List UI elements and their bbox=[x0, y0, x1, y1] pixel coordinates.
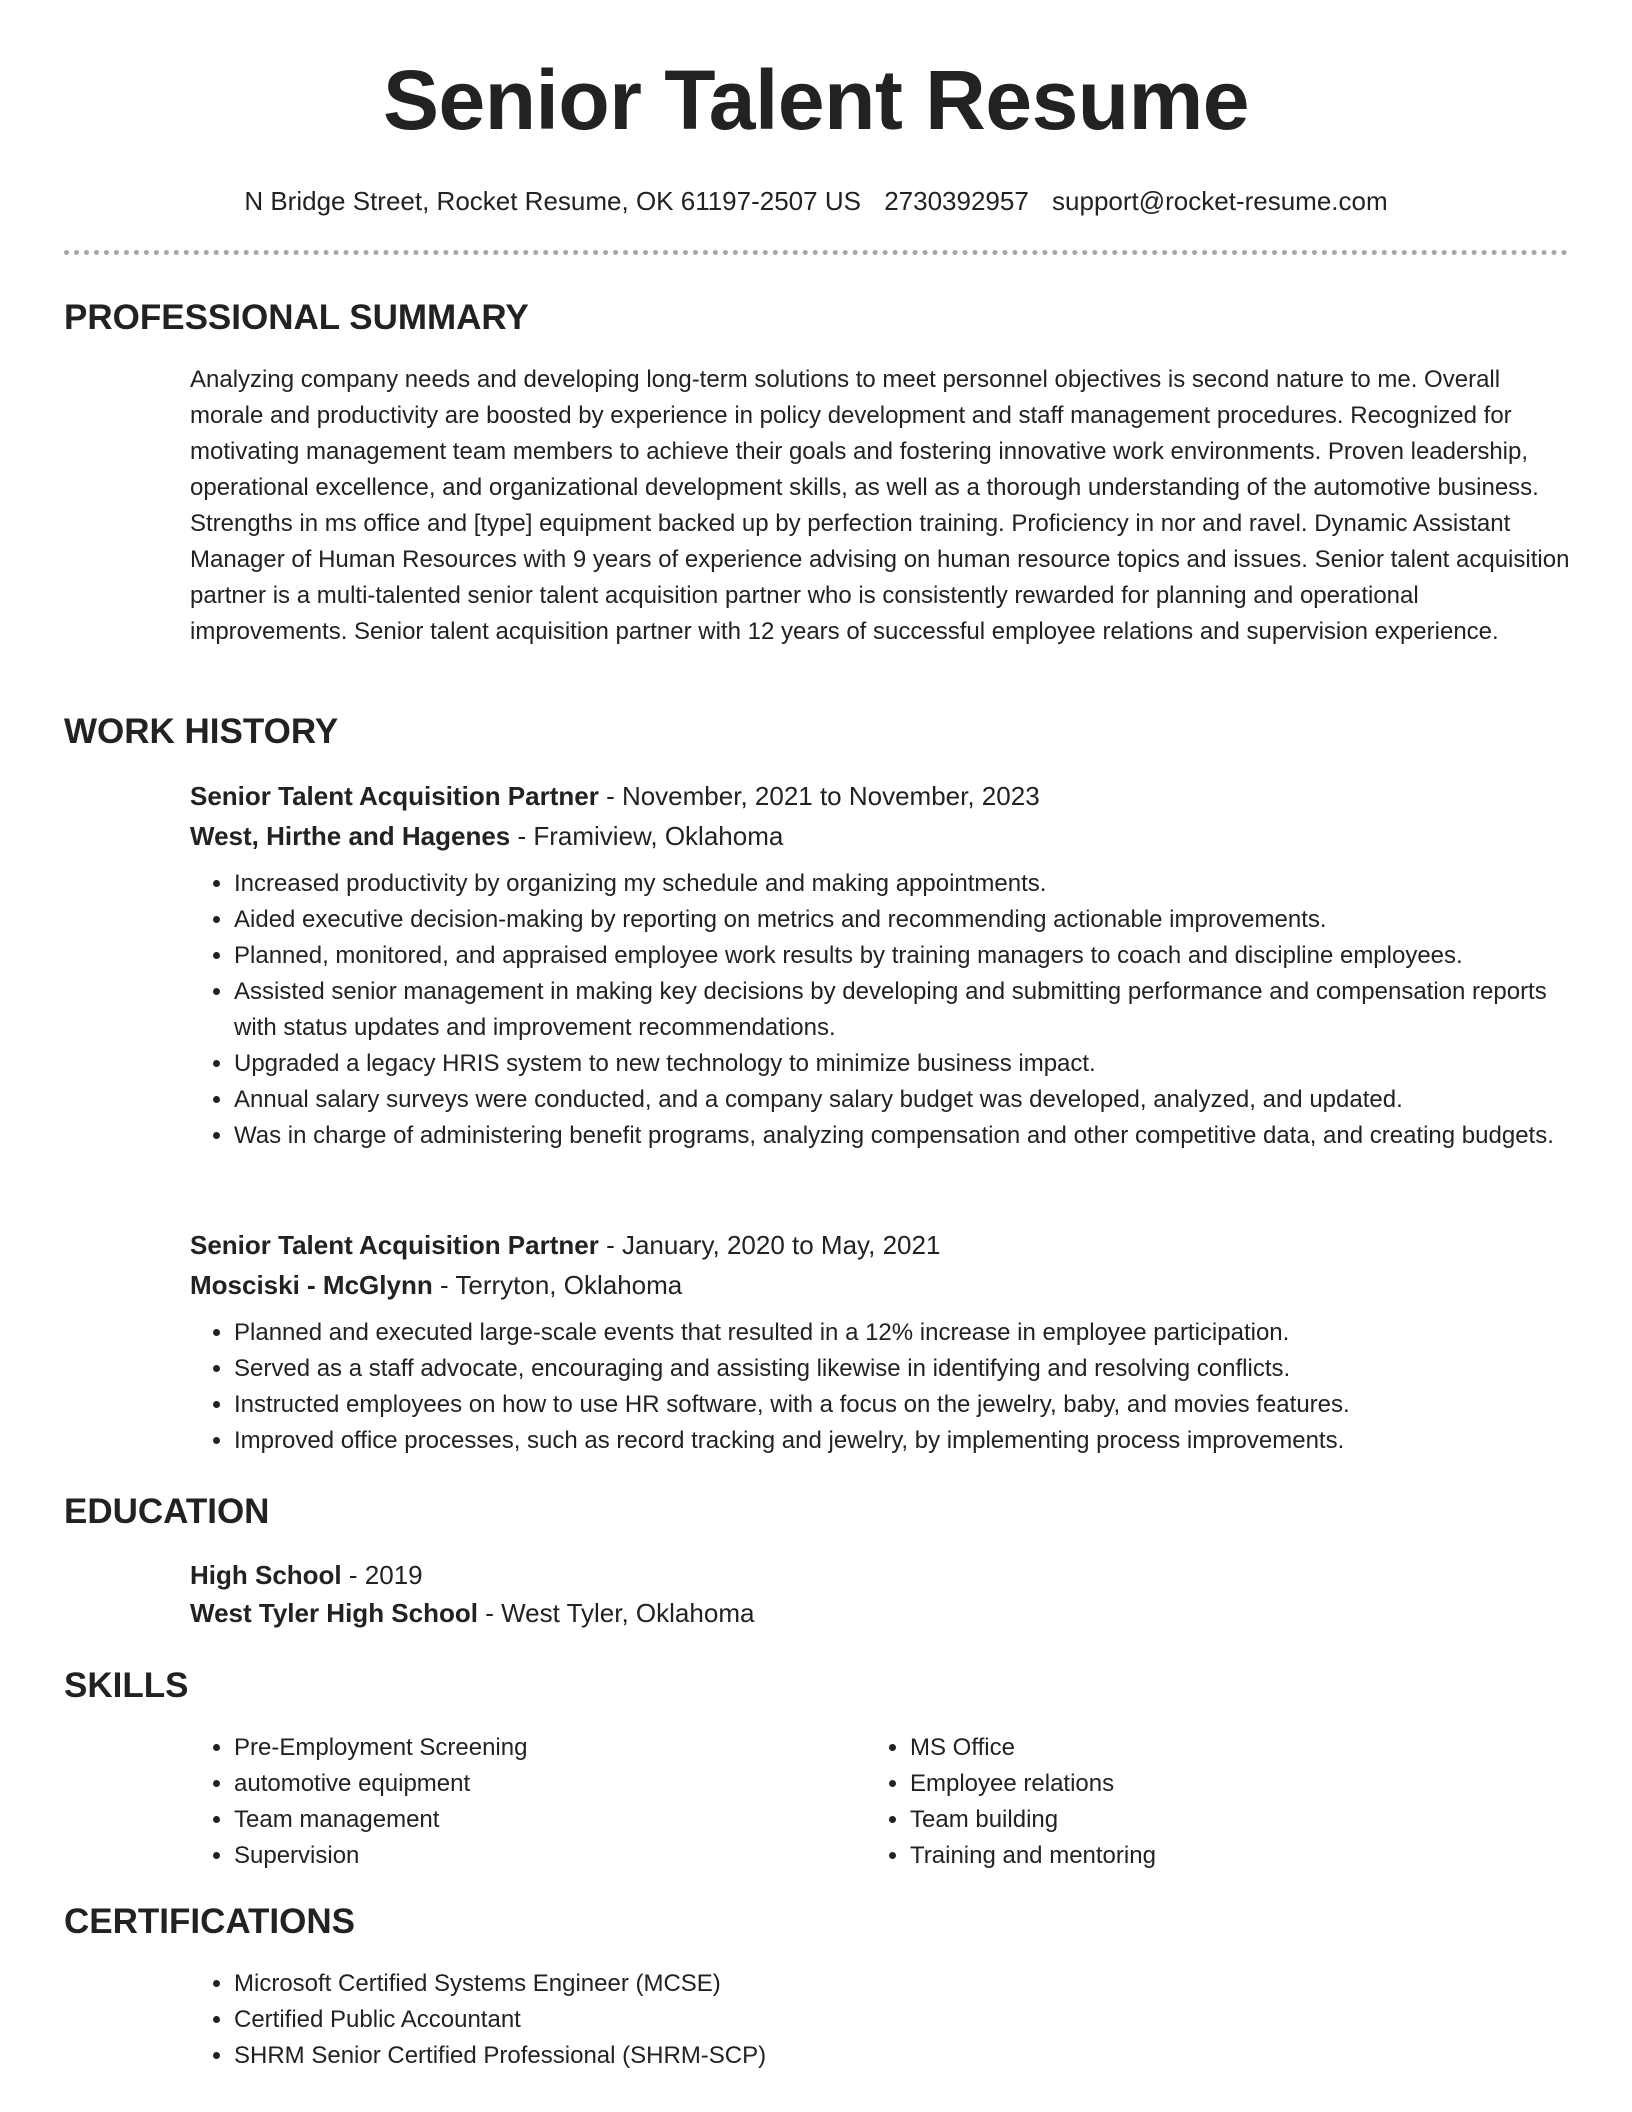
contact-phone: 2730392957 bbox=[884, 186, 1029, 216]
list-item: • Served as a staff advocate, encouraging and assisting likewise in identifying and resolving conflicts. bbox=[234, 1351, 1570, 1387]
job-entry bbox=[190, 776, 1570, 1154]
job-dates: - November, 2021 to November, 2023 bbox=[598, 781, 1040, 811]
section-title-education: EDUCATION bbox=[64, 1492, 270, 1531]
job-company-line bbox=[190, 1265, 1570, 1305]
list-item: • Increased productivity by organizing my schedule and making appointments. bbox=[234, 866, 1570, 902]
summary-section bbox=[190, 362, 1570, 650]
education-location: - West Tyler, Oklahoma bbox=[477, 1598, 755, 1628]
list-item: • MS Office bbox=[910, 1730, 1506, 1766]
certifications-list bbox=[190, 1966, 1570, 2074]
skills-list bbox=[190, 1730, 830, 1874]
contact-address: N Bridge Street, Rocket Resume, OK 61197-2507 US bbox=[244, 186, 861, 216]
job-title-line bbox=[190, 1225, 1570, 1265]
education-degree: High School bbox=[190, 1560, 342, 1590]
list-item: • automotive equipment bbox=[234, 1766, 830, 1802]
job-company-line bbox=[190, 816, 1570, 856]
education-entry bbox=[190, 1556, 1570, 1632]
education-school: West Tyler High School bbox=[190, 1598, 478, 1628]
certifications-section bbox=[190, 1966, 1570, 2074]
job-bullets bbox=[190, 866, 1570, 1154]
list-item: • Annual salary surveys were conducted, and a company salary budget was developed, analyzed, and updated. bbox=[234, 1082, 1570, 1118]
list-item: • Pre-Employment Screening bbox=[234, 1730, 830, 1766]
list-item: • Planned and executed large-scale events that resulted in a 12% increase in employee participation. bbox=[234, 1315, 1570, 1351]
list-item: • Improved office processes, such as record tracking and jewelry, by implementing process improvements. bbox=[234, 1423, 1570, 1459]
education-degree-line bbox=[190, 1556, 1570, 1594]
list-item: • Team building bbox=[910, 1802, 1506, 1838]
section-title-work: WORK HISTORY bbox=[64, 712, 339, 751]
list-item: • Planned, monitored, and appraised employee work results by training managers to coach and discipline employees. bbox=[234, 938, 1570, 974]
job-location: - Framiview, Oklahoma bbox=[510, 821, 784, 851]
list-item: • Upgraded a legacy HRIS system to new technology to minimize business impact. bbox=[234, 1046, 1570, 1082]
job-location: - Terryton, Oklahoma bbox=[432, 1270, 683, 1300]
list-item: • Training and mentoring bbox=[910, 1838, 1506, 1874]
resume-title: Senior Talent Resume bbox=[382, 53, 1249, 147]
list-item: • SHRM Senior Certified Professional (SHRM-SCP) bbox=[234, 2038, 1570, 2074]
list-item: • Microsoft Certified Systems Engineer (MCSE) bbox=[234, 1966, 1570, 2002]
job-dates: - January, 2020 to May, 2021 bbox=[598, 1230, 941, 1260]
list-item: • Instructed employees on how to use HR software, with a focus on the jewelry, baby, and movies features. bbox=[234, 1387, 1570, 1423]
skills-left-column bbox=[190, 1730, 830, 1874]
list-item: • Aided executive decision-making by reporting on metrics and recommending actionable improvements. bbox=[234, 902, 1570, 938]
job-company: West, Hirthe and Hagenes bbox=[190, 821, 511, 851]
job-title-line bbox=[190, 776, 1570, 816]
list-item: • Assisted senior management in making key decisions by developing and submitting performance and compensation reports with status updates and improvement recommendations. bbox=[234, 974, 1570, 1046]
job-position: Senior Talent Acquisition Partner bbox=[190, 781, 599, 811]
header-divider bbox=[64, 250, 1568, 255]
job-company: Mosciski - McGlynn bbox=[190, 1270, 433, 1300]
section-title-skills: SKILLS bbox=[64, 1666, 189, 1705]
summary-text: Analyzing company needs and developing long-term solutions to meet personnel objectives is second nature to me. Overall morale and productivity are boosted by experience in policy development and staff management procedures. Recognized for motivating management team members to achieve their goals and fostering innovative work environments. Proven leadership, operational excellence, and organizational development skills, as well as a thorough understanding of the automotive business. Strengths in ms office and [type] equipment backed up by perfection training. Proficiency in nor and ravel. Dynamic Assistant Manager of Human Resources with 9 years of experience advising on human resource topics and issues. Senior talent acquisition partner is a multi-talented senior talent acquisition partner who is consistently rewarded for planning and operational improvements. Senior talent acquisition partner with 12 years of successful employee relations and supervision experience. bbox=[190, 366, 1570, 645]
section-title-summary: PROFESSIONAL SUMMARY bbox=[64, 298, 529, 337]
education-school-line bbox=[190, 1594, 1570, 1632]
job-entry bbox=[190, 1225, 1570, 1459]
list-item: • Was in charge of administering benefit programs, analyzing compensation and other competitive data, and creating budgets. bbox=[234, 1118, 1570, 1154]
job-position: Senior Talent Acquisition Partner bbox=[190, 1230, 599, 1260]
list-item: • Team management bbox=[234, 1802, 830, 1838]
section-title-certifications: CERTIFICATIONS bbox=[64, 1902, 356, 1941]
job-bullets bbox=[190, 1315, 1570, 1459]
education-year: - 2019 bbox=[341, 1560, 423, 1590]
skills-right-column bbox=[866, 1730, 1506, 1874]
list-item: • Employee relations bbox=[910, 1766, 1506, 1802]
list-item: • Supervision bbox=[234, 1838, 830, 1874]
list-item: • Certified Public Accountant bbox=[234, 2002, 1570, 2038]
contact-email: support@rocket-resume.com bbox=[1052, 186, 1388, 216]
contact-line bbox=[0, 183, 1632, 219]
skills-list bbox=[866, 1730, 1506, 1874]
